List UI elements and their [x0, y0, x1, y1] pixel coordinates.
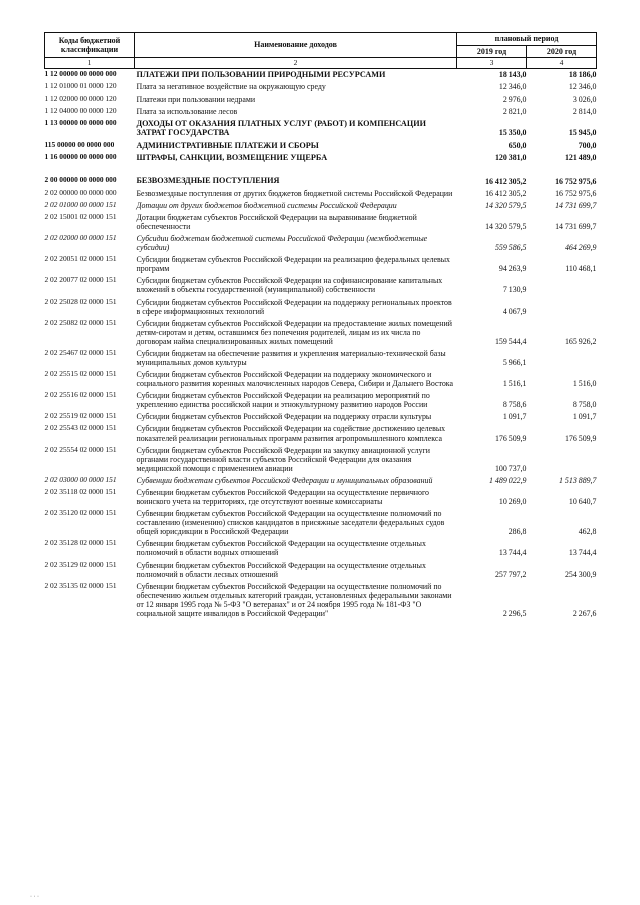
table-row: [45, 487, 597, 508]
value-2019: 2 976,0: [502, 94, 527, 104]
budget-code: 2 02 25028 02 0000 151: [44, 296, 117, 306]
value-2019: 13 744,4: [498, 548, 527, 558]
budget-code: 1 12 04000 00 0000 120: [44, 105, 117, 115]
budget-code: 2 02 35120 02 0000 151: [44, 508, 117, 518]
value-2019: 257 797,2: [494, 569, 527, 579]
value-2019: 16 412 305,2: [485, 188, 527, 198]
value-2019: 7 130,9: [502, 285, 527, 295]
value-2019: 1 091,7: [502, 412, 527, 422]
budget-code: 2 02 25082 02 0000 151: [44, 317, 117, 327]
column-number-4: 4: [527, 58, 597, 69]
revenue-name: Субсидии бюджетам субъектов Российской Федерации на содействие достижению целевых показателей реализации региональных программ развития агропромышленного комплекса: [136, 424, 446, 443]
value-2019: 176 509,9: [494, 433, 527, 443]
table-row: [45, 297, 597, 318]
revenue-name: Субсидии бюджетам субъектов Российской Федерации на реализацию мероприятий по укреплению единства российской нации и этнокультурному развитию народов России: [136, 391, 430, 410]
table-row: [45, 275, 597, 296]
budget-code: 2 02 25515 02 0000 151: [44, 369, 117, 379]
table-row: [45, 164, 597, 175]
revenue-name: Субвенции бюджетам субъектов Российской Федерации на осуществление полномочий по обеспечению жильем отдельных категорий граждан, установленных федеральными законами от 12 января 1995 года № 5-ФЗ "О ветеранах" и от 24 ноября 1995 года № 181-ФЗ "О социальной защите инвалидов в Российской Федерации": [136, 581, 452, 618]
column-number-2: 2: [135, 58, 457, 69]
budget-code: 2 02 25467 02 0000 151: [44, 347, 117, 357]
revenue-name: ДОХОДЫ ОТ ОКАЗАНИЯ ПЛАТНЫХ УСЛУГ (РАБОТ) И КОМПЕНСАЦИИ ЗАТРАТ ГОСУДАРСТВА: [136, 118, 426, 138]
value-2020: 13 744,4: [568, 548, 597, 558]
value-2020: [527, 348, 597, 369]
budget-code: 1 13 00000 00 0000 000: [44, 117, 117, 127]
value-2019: 100 737,0: [494, 463, 527, 473]
revenue-name: АДМИНИСТРАТИВНЫЕ ПЛАТЕЖИ И СБОРЫ: [136, 140, 319, 150]
value-2020: 462,8: [578, 527, 597, 537]
revenue-name: Субсидии бюджетам субъектов Российской Федерации на поддержку экономического и социального развития коренных малочисленных народов Севера, Сибири и Дальнего Востока: [136, 370, 454, 389]
revenue-name: Субсидии бюджетам субъектов Российской Федерации на предоставление жилых помещений детям-сиротам и детям, оставшимся без попечения родителей, лицам из их числа по договорам найма специализированных жилых помещений: [136, 318, 452, 346]
revenue-name: Субвенции бюджетам субъектов Российской Федерации на осуществление отдельных полномочий в области водных отношений: [136, 539, 426, 558]
table-row: [45, 254, 597, 275]
revenue-name: ПЛАТЕЖИ ПРИ ПОЛЬЗОВАНИИ ПРИРОДНЫМИ РЕСУРСАМИ: [136, 70, 386, 79]
value-2020: 1 516,0: [572, 379, 597, 389]
value-2020: 700,0: [578, 140, 597, 150]
table-row: [45, 212, 597, 233]
table-row: [45, 348, 597, 369]
table-row: [45, 69, 597, 82]
value-2019: 94 263,9: [498, 264, 527, 274]
revenue-name: Субсидии бюджетам на обеспечение развития и укрепления материально-технической базы муниципальных домов культуры: [136, 348, 446, 368]
header-code: Коды бюджетной классификации: [45, 33, 135, 58]
value-2020: 110 468,1: [565, 264, 597, 274]
value-2019: 1 489 022,9: [489, 475, 527, 485]
table-row: [45, 175, 597, 187]
revenue-name: Плата за использование лесов: [136, 106, 238, 116]
revenue-name: Субсидии бюджетам субъектов Российской Федерации на реализацию федеральных целевых программ: [136, 255, 450, 274]
value-2019: 5 966,1: [502, 358, 527, 368]
value-2019: 559 586,5: [494, 243, 527, 253]
revenue-name: Субвенции бюджетам субъектов Российской Федерации на осуществление отдельных полномочий в области лесных отношений: [136, 560, 426, 579]
value-2019: 286,8: [508, 527, 527, 537]
table-row: [45, 233, 597, 254]
revenue-name: ШТРАФЫ, САНКЦИИ, ВОЗМЕЩЕНИЕ УЩЕРБА: [136, 152, 328, 162]
value-2019: 2 821,0: [502, 106, 527, 116]
revenue-name: Субсидии бюджетам субъектов Российской Федерации на софинансирование капитальных вложений в объекты государственной (муниципальной) собственности: [136, 276, 443, 295]
column-number-3: 3: [457, 58, 527, 69]
table-row: [45, 318, 597, 348]
header-year-2019: 2019 год: [457, 46, 527, 58]
table-row: [45, 200, 597, 212]
budget-code: 2 02 35135 02 0000 151: [44, 580, 117, 590]
table-row: [45, 508, 597, 538]
value-2020: 15 945,0: [568, 128, 597, 138]
budget-code: 2 02 03000 00 0000 151: [44, 474, 117, 484]
value-2020: 121 489,0: [564, 153, 597, 163]
table-row: [45, 369, 597, 390]
page-edge-mark: · · ·: [30, 894, 39, 900]
budget-code: [45, 164, 135, 175]
budget-code: 2 02 25543 02 0000 151: [44, 423, 117, 433]
table-row: [45, 106, 597, 118]
revenue-name: Субсидии бюджетам бюджетной системы Российской Федерации (межбюджетные субсидии): [136, 234, 428, 253]
budget-code: 115 00000 00 0000 000: [44, 139, 115, 149]
budget-code: 1 16 00000 00 0000 000: [44, 151, 117, 161]
budget-code: 2 02 00000 00 0000 000: [44, 187, 117, 197]
value-2020: 254 300,9: [564, 569, 597, 579]
revenue-name: [135, 164, 457, 175]
budget-code: 2 00 00000 00 0000 000: [44, 175, 117, 185]
value-2020: 16 752 975,6: [555, 188, 597, 198]
value-2020: 18 186,0: [568, 70, 597, 80]
revenue-name: БЕЗВОЗМЕЗДНЫЕ ПОСТУПЛЕНИЯ: [136, 176, 280, 186]
value-2019: 120 381,0: [494, 153, 527, 163]
column-number-1: 1: [45, 58, 135, 69]
value-2020: [527, 164, 597, 175]
revenue-name: Плата за негативное воздействие на окружающую среду: [136, 82, 326, 92]
value-2020: 1 513 889,7: [559, 475, 597, 485]
value-2019: 14 320 579,5: [485, 200, 527, 210]
budget-code: 2 02 20051 02 0000 151: [44, 254, 117, 264]
revenue-name: Платежи при пользовании недрами: [136, 94, 256, 104]
value-2020: 12 346,0: [568, 82, 597, 92]
value-2020: 16 752 975,6: [555, 176, 597, 186]
value-2019: 12 346,0: [498, 82, 527, 92]
table-row: [45, 411, 597, 423]
table-row: [45, 81, 597, 93]
table-header: [45, 33, 597, 69]
table-row: [45, 188, 597, 200]
value-2020: 1 091,7: [572, 412, 597, 422]
revenue-name: Субсидии бюджетам субъектов Российской Федерации на закупку авиационной услуги органами государственной власти субъектов Российской Федерации для оказания медицинской помощи с применением авиации: [136, 445, 430, 473]
budget-code: 2 02 35128 02 0000 151: [44, 538, 117, 548]
value-2020: 10 640,7: [568, 497, 597, 507]
value-2020: 2 814,0: [572, 106, 597, 116]
value-2020: 3 026,0: [572, 94, 597, 104]
budget-code: 1 12 01000 01 0000 120: [44, 81, 117, 91]
budget-code: 2 02 02000 00 0000 151: [44, 233, 117, 243]
value-2020: [527, 297, 597, 318]
table-row: [45, 94, 597, 106]
value-2019: 15 350,0: [498, 128, 527, 138]
budget-code: 1 12 02000 00 0000 120: [44, 93, 117, 103]
revenue-name: Субсидии бюджетам субъектов Российской Федерации на поддержку региональных проектов в сфере информационных технологий: [136, 297, 452, 316]
value-2020: 14 731 699,7: [555, 222, 597, 231]
column-number-row: [45, 58, 597, 69]
budget-code: 2 02 01000 00 0000 151: [44, 199, 117, 209]
value-2019: 14 320 579,5: [485, 222, 527, 231]
table-row: [45, 118, 597, 140]
value-2019: 16 412 305,2: [485, 176, 527, 186]
revenue-name: Безвозмездные поступления от других бюджетов бюджетной системы Российской Федерации: [136, 188, 453, 198]
value-2020: 464 269,9: [564, 243, 597, 253]
value-2019: 18 143,0: [498, 70, 527, 80]
table-row: [45, 560, 597, 581]
revenue-name: Субвенции бюджетам субъектов Российской Федерации на осуществление первичного воинского учета на территориях, где отсутствуют военные комиссариаты: [136, 487, 429, 507]
table-row: [45, 390, 597, 411]
budget-code: 2 02 15001 02 0000 151: [44, 211, 117, 221]
revenue-name: Субвенции бюджетам субъектов Российской Федерации на осуществление полномочий по составлению (изменению) списков кандидатов в присяжные заседатели федеральных судов общей юрисдикции в Российской Федерации: [136, 509, 445, 537]
table-body: [45, 69, 597, 620]
budget-code: 2 02 20077 02 0000 151: [44, 275, 117, 285]
budget-code: 2 02 35118 02 0000 151: [44, 486, 117, 496]
table-row: [45, 475, 597, 487]
value-2020: [527, 275, 597, 296]
value-2020: 2 267,6: [572, 608, 597, 618]
value-2019: 10 269,0: [498, 497, 527, 507]
budget-code: 1 12 00000 00 0000 000: [44, 69, 117, 78]
revenue-name: Дотации от других бюджетов бюджетной системы Российской Федерации: [136, 200, 397, 210]
value-2020: 165 926,2: [564, 336, 597, 346]
table-row: [45, 445, 597, 475]
revenue-name: Субвенции бюджетам субъектов Российской Федерации и муниципальных образований: [136, 475, 433, 485]
revenue-name: Дотации бюджетам субъектов Российской Федерации на выравнивание бюджетной обеспеченности: [136, 212, 417, 231]
budget-code: 2 02 25554 02 0000 151: [44, 444, 117, 454]
value-2019: 8 758,6: [502, 400, 527, 410]
value-2019: 1 516,1: [502, 379, 527, 389]
budget-code: 2 02 25516 02 0000 151: [44, 390, 117, 400]
value-2019: 2 296,5: [502, 608, 527, 618]
value-2020: 8 758,0: [572, 400, 597, 410]
revenue-name: Субсидии бюджетам субъектов Российской Федерации на поддержку отрасли культуры: [136, 412, 432, 422]
value-2020: 14 731 699,7: [555, 200, 597, 210]
value-2019: 650,0: [508, 140, 527, 150]
value-2019: 4 067,9: [502, 306, 527, 316]
value-2020: [527, 445, 597, 475]
table-row: [45, 581, 597, 620]
value-2020: 176 509,9: [564, 433, 597, 443]
budget-code: 2 02 35129 02 0000 151: [44, 559, 117, 569]
table-row: [45, 538, 597, 559]
table-row: [45, 152, 597, 164]
budget-revenue-table: [44, 32, 597, 620]
header-name: Наименование доходов: [135, 33, 457, 58]
header-period: плановый период: [457, 33, 597, 46]
value-2019: 159 544,4: [494, 336, 527, 346]
table-row: [45, 423, 597, 444]
table-row: [45, 140, 597, 152]
header-year-2020: 2020 год: [527, 46, 597, 58]
budget-code: 2 02 25519 02 0000 151: [44, 411, 117, 421]
value-2019: [457, 164, 527, 175]
